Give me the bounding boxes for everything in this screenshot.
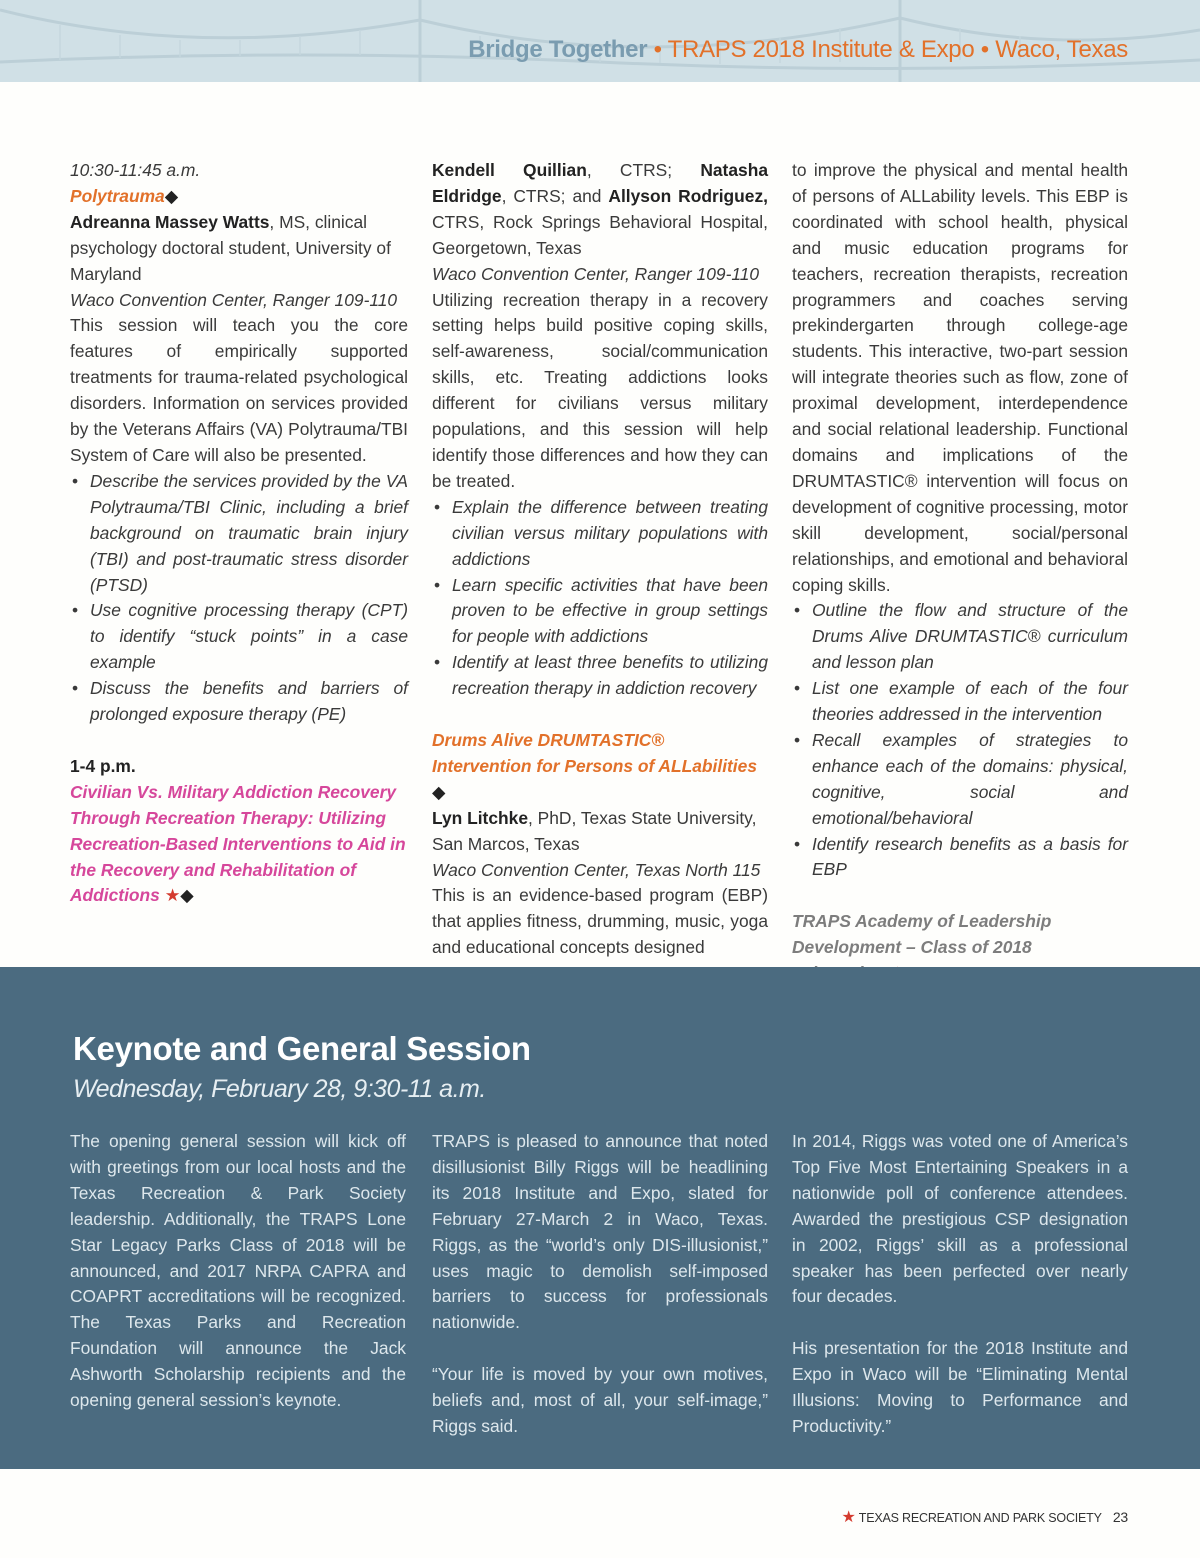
speaker-credential: , CTRS; and [501, 185, 609, 206]
objective-item: • Outline the flow and structure of the Drums Alive DRUMTASTIC® curriculum and lesson plan [792, 598, 1128, 676]
speaker-credential: , CTRS; [586, 160, 701, 180]
objectives-list [792, 598, 1128, 883]
keynote-column-3 [792, 1129, 1128, 1440]
session-title: Civilian Vs. Military Addiction Recovery Through Recreation Therapy: Utilizing Recreation-Based Interventions to Aid in the Recovery and Rehabilitation of Addictions [70, 781, 406, 906]
header-title-bold: Bridge Together [468, 36, 648, 63]
speaker-name: Kendell Quillian [432, 160, 587, 180]
session-title: TRAPS Academy of Leadership Development – Class of 2018 [792, 911, 1052, 958]
session-description: to improve the physical and mental health of persons of ALLability levels. This EBP is coordinated with school health, physical and music education programs for teachers, recreation therapists, recreation programmers and coaches serving prekindergarten through college-age students. This interactive, two-part session will integrate theories such as flow, zone of proximal development, interdependence and social relational leadership. Functional domains and implications of the DRUMTASTIC® intervention will focus on development of cognitive processing, motor skill development, social/personal relationships, and emotional and behavioral coping skills. [792, 160, 1128, 595]
footer [842, 1507, 1128, 1527]
column-3 [792, 158, 1128, 1013]
session-location: Waco Convention Center, Ranger 109-110 [432, 263, 760, 284]
keynote-paragraph: TRAPS is pleased to announce that noted disillusionist Billy Riggs will be headlining its 2018 Institute and Expo, slated for February 27-March 2 in Waco, Texas. Riggs, as the “world’s only DIS-illusionist,” uses magic to demolish self-imposed barriers to success for professionals nationwide. [432, 1131, 768, 1333]
session-title: Drums Alive DRUMTASTIC® Intervention for Persons of ALLabilities [432, 730, 757, 776]
objectives-list [432, 495, 768, 702]
speaker-name: Natasha Eldridge [432, 160, 768, 206]
objective-item: • Explain the difference between treating civilian versus military populations with addictions [432, 495, 768, 573]
keynote-column-2 [432, 1129, 768, 1440]
speaker-info: , MS, clinical psychology doctoral student, University of Maryland [70, 211, 391, 284]
diamond-icon: ◆ [432, 781, 446, 802]
session-location: Waco Convention Center, Texas North 115 [432, 859, 761, 880]
objective-item: • Discuss the benefits and barriers of prolonged exposure therapy (PE) [70, 676, 408, 728]
session-location: Waco Convention Center, Ranger 109-110 [70, 289, 398, 310]
keynote-title: Keynote and General Session [73, 1030, 531, 1067]
keynote-paragraph: His presentation for the 2018 Institute and Expo in Waco will be “Eliminating Mental Illusions: Moving to Performance and Productivity.” [792, 1338, 1128, 1437]
keynote-paragraph: The opening general session will kick off with greetings from our local hosts and the Texas Recreation & Park Society leadership. Additionally, the TRAPS Lone Star Legacy Parks Class of 2018 will be announced, and 2017 NRPA CAPRA and COAPRT accreditations will be recognized. The Texas Parks and Recreation Foundation will announce the Jack Ashworth Scholarship recipients and the opening general session’s keynote. [70, 1131, 406, 1411]
session-time: 1-4 p.m. [70, 755, 136, 776]
session-description: Utilizing recreation therapy in a recovery setting helps build positive coping skills, self-awareness, social/communication skills, etc. Treating addictions looks different for civilians versus military populations, and this session will help identify those differences and how they can be treated. [432, 289, 768, 491]
session-time: 10:30-11:45 a.m. [70, 160, 201, 180]
speaker-name: Adreanna Massey Watts [70, 211, 270, 232]
keynote-column-1 [70, 1129, 406, 1414]
keynote-paragraph: In 2014, Riggs was voted one of America’s Top Five Most Entertaining Speakers in a nationwide poll of conference attendees. Awarded the prestigious CSP designation in 2002, Riggs’ skill as a professional speaker has been perfected over nearly four decades. [792, 1131, 1128, 1307]
objectives-list [70, 469, 408, 728]
speaker-info: CTRS, Rock Springs Behavioral Hospital, Georgetown, Texas [432, 211, 768, 258]
star-icon: ★ [841, 1509, 856, 1526]
objective-item: • Recall examples of strategies to enhance each of the domains: physical, cognitive, social and emotional/behavioral [792, 728, 1128, 832]
objective-item: • Learn specific activities that have been proven to be effective in group settings for people with addictions [432, 573, 768, 651]
column-1 [70, 158, 408, 909]
objective-item: • Use cognitive processing therapy (CPT) to identify “stuck points” in a case example [70, 598, 408, 676]
speaker-info: , PhD, Texas State University, San Marcos, Texas [432, 807, 757, 854]
objective-item: • List one example of each of the four theories addressed in the intervention [792, 676, 1128, 728]
keynote-paragraph: “Your life is moved by your own motives, beliefs and, most of all, your self-image,” Riggs said. [432, 1364, 768, 1437]
objective-item: • Describe the services provided by the VA Polytrauma/TBI Clinic, including a brief background on traumatic brain injury (TBI) and post-traumatic stress disorder (PTSD) [70, 469, 408, 599]
objective-item: • Identify research benefits as a basis for EBP [792, 832, 1128, 884]
session-description: This session will teach you the core features of empirically supported treatments for trauma-related psychological disorders. Information on services provided by the Veterans Affairs (VA) Polytrauma/TBI System of Care will also be presented. [70, 315, 408, 465]
star-icon: ★ [164, 885, 181, 906]
speaker-name: Lyn Litchke [432, 807, 528, 828]
header-title-rest: • TRAPS 2018 Institute & Expo • Waco, Texas [647, 36, 1128, 63]
session-description: This is an evidence-based program (EBP) that applies fitness, drumming, music, yoga and educational concepts designed [432, 885, 768, 958]
column-2 [432, 158, 768, 961]
page-number: 23 [1112, 1509, 1128, 1525]
diamond-icon: ◆ [180, 885, 194, 906]
objective-item: • Identify at least three benefits to utilizing recreation therapy in addiction recovery [432, 650, 768, 702]
diamond-icon: ◆ [164, 185, 179, 206]
keynote-subtitle: Wednesday, February 28, 9:30-11 a.m. [73, 1075, 486, 1103]
header-title [468, 36, 1128, 64]
speaker-name: Allyson Rodriguez, [608, 185, 769, 206]
header-band [0, 0, 1200, 82]
footer-org: TEXAS RECREATION AND PARK SOCIETY [858, 1511, 1102, 1525]
session-title: Polytrauma [70, 185, 165, 206]
